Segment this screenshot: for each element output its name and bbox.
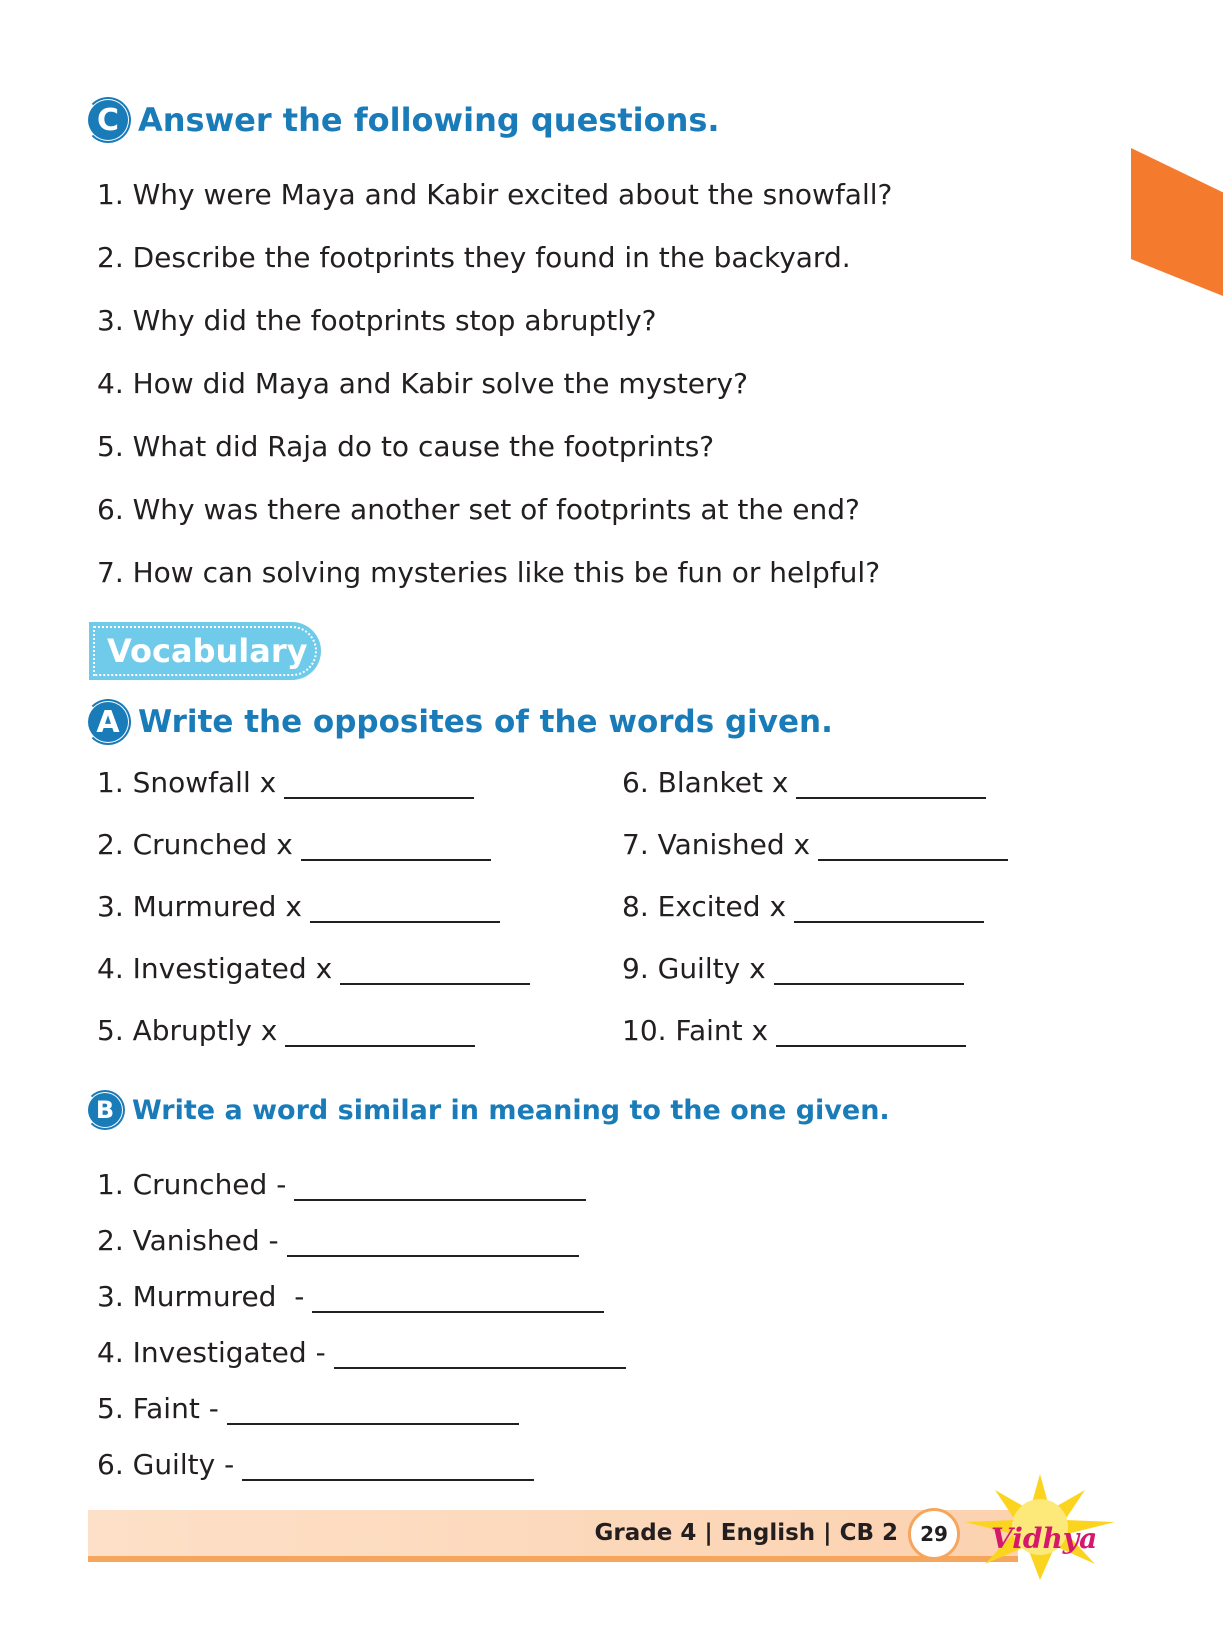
question-item: 3. Why did the footprints stop abruptly? [97, 304, 657, 337]
opposite-item [97, 952, 530, 985]
synonym-item [97, 1145, 626, 1201]
answer-blank[interactable] [242, 1451, 534, 1481]
opposite-word: 10. Faint x [622, 1014, 769, 1047]
opposite-item [97, 828, 491, 861]
synonym-word: 1. Crunched - [97, 1168, 287, 1201]
answer-blank[interactable] [227, 1395, 519, 1425]
opposite-word: 9. Guilty x [622, 952, 766, 985]
opposite-item [622, 828, 1008, 861]
page-number: 29 [908, 1508, 960, 1560]
corner-decoration [1131, 148, 1223, 296]
answer-blank[interactable] [340, 955, 530, 985]
opposite-item [97, 1014, 475, 1047]
synonym-item [97, 1201, 626, 1257]
vidhya-logo [955, 1472, 1125, 1582]
answer-blank[interactable] [312, 1283, 604, 1313]
synonym-word: 6. Guilty - [97, 1448, 235, 1481]
section-b-badge: B [88, 1093, 122, 1127]
opposite-word: 7. Vanished x [622, 828, 811, 861]
section-c-badge: C [88, 100, 128, 140]
question-list [97, 175, 892, 616]
footer-bar [88, 1510, 1018, 1562]
synonym-list [97, 1145, 626, 1481]
answer-blank[interactable] [794, 893, 984, 923]
section-b-title: Write a word similar in meaning to the one given. [132, 1094, 890, 1126]
opposite-item [622, 766, 986, 799]
opposite-word: 3. Murmured x [97, 890, 302, 923]
answer-blank[interactable] [285, 1017, 475, 1047]
opposite-item [97, 890, 500, 923]
synonym-item [97, 1257, 626, 1313]
section-a-heading [88, 702, 833, 742]
opposite-word: 2. Crunched x [97, 828, 293, 861]
answer-blank[interactable] [774, 955, 964, 985]
answer-blank[interactable] [294, 1171, 586, 1201]
answer-blank[interactable] [310, 893, 500, 923]
logo-text: Vidhya [991, 1522, 1098, 1555]
synonym-word: 2. Vanished - [97, 1224, 279, 1257]
answer-blank[interactable] [284, 769, 474, 799]
question-item: 1. Why were Maya and Kabir excited about the snowfall? [97, 178, 893, 211]
synonym-item [97, 1425, 626, 1481]
opposite-word: 8. Excited x [622, 890, 787, 923]
synonym-item [97, 1313, 626, 1369]
section-b-heading [88, 1093, 890, 1127]
footer-text: Grade 4 | English | CB 2 [594, 1520, 898, 1546]
answer-blank[interactable] [796, 769, 986, 799]
synonym-word: 4. Investigated - [97, 1336, 326, 1369]
synonym-item [97, 1369, 626, 1425]
question-item: 5. What did Raja do to cause the footprints? [97, 430, 715, 463]
answer-blank[interactable] [776, 1017, 966, 1047]
question-item: 2. Describe the footprints they found in the backyard. [97, 241, 851, 274]
question-item: 7. How can solving mysteries like this be fun or helpful? [97, 556, 881, 589]
opposite-word: 4. Investigated x [97, 952, 333, 985]
opposite-item [97, 766, 474, 799]
answer-blank[interactable] [287, 1227, 579, 1257]
answer-blank[interactable] [301, 831, 491, 861]
answer-blank[interactable] [818, 831, 1008, 861]
opposite-item [622, 1014, 966, 1047]
opposite-word: 1. Snowfall x [97, 766, 277, 799]
synonym-word: 3. Murmured - [97, 1280, 305, 1313]
section-a-badge: A [88, 702, 128, 742]
answer-blank[interactable] [334, 1339, 626, 1369]
synonym-word: 5. Faint - [97, 1392, 219, 1425]
vocabulary-banner: Vocabulary [89, 622, 321, 680]
opposite-word: 6. Blanket x [622, 766, 789, 799]
section-a-title: Write the opposites of the words given. [138, 704, 833, 740]
opposite-item [622, 890, 984, 923]
section-c-title: Answer the following questions. [138, 101, 720, 139]
question-item: 4. How did Maya and Kabir solve the mystery? [97, 367, 748, 400]
section-c-heading [88, 100, 720, 140]
question-item: 6. Why was there another set of footprints at the end? [97, 493, 860, 526]
opposite-item [622, 952, 964, 985]
opposite-word: 5. Abruptly x [97, 1014, 278, 1047]
